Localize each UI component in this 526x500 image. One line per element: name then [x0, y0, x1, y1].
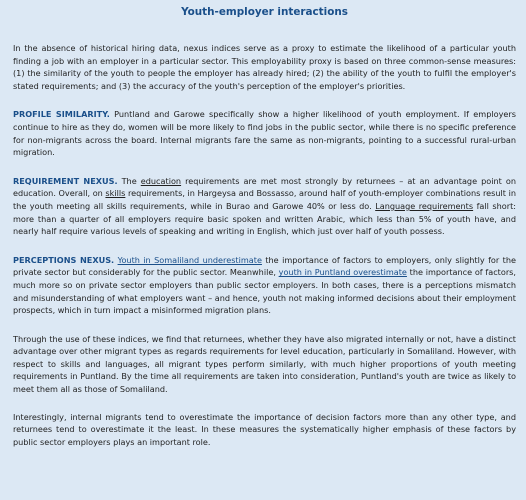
profile-similarity-heading: PROFILE SIMILARITY. [13, 109, 110, 120]
profile-similarity-paragraph [13, 108, 516, 158]
requirement-text-3: requirements, in Hargeysa and Bossasso, around half of youth-employer combinations result in the youth meeting all skills requirements, while in Burao and Garowe 40% or less do. [13, 188, 516, 211]
somaliland-underestimate-term: Youth in Somaliland underestimate [117, 254, 262, 265]
perceptions-text-3: the importance of factors, much more so on private sector employers than public sector employers. In both cases, there is a perceptions mismatch and misunderstanding of what employers want – and hence, youth not making informed decisions about their employment prospects, which in turn impact a misinformed migration plans. [13, 267, 516, 316]
puntland-overestimate-term: youth in Puntland overestimate [278, 267, 407, 278]
profile-similarity-text: Puntland and Garowe specifically show a higher likelihood of youth employment. If employers continue to hire as they do, women will be more likely to find jobs in the public sector, while there is no specific preference for non-migrants across the board. Internal migrants fare the same as non-migrants, pointing to a successful rural-urban migration. [13, 109, 516, 158]
skills-term: skills [105, 188, 126, 199]
requirement-nexus-paragraph [13, 175, 516, 238]
perceptions-nexus-heading: PERCEPTIONS NEXUS. [13, 254, 115, 265]
panel-title: Youth-employer interactions [181, 6, 348, 18]
perceptions-nexus-paragraph [13, 254, 516, 317]
indices-findings-paragraph: Through the use of these indices, we find that returnees, whether they have also migrated internally or not, have a distinct advantage over other migrant types as regards requirements for level education, particularly in Somaliland. However, with respect to skills and languages, all migrant types perform similarly, with much higher proportions of youth meeting requirements in Puntland. By the time all requirements are taken into consideration, Puntland's youth are twice as likely to meet them all as those of Somaliland. [13, 333, 516, 395]
intro-paragraph: In the absence of historical hiring data, nexus indices serve as a proxy to estimate the likelihood of a particular youth finding a job with an employer in a particular sector. This employability proxy is based on three common-sense measures: (1) the similarity of the youth to people the employer has already hired; (2) the ability of the youth to fulfil the employer's stated requirements; and (3) the accuracy of the youth's perception of the employer's priorities. [13, 43, 516, 91]
education-term: education [140, 175, 182, 186]
requirement-text-4: fall short: more than a quarter of all employers require basic spoken and written Arabic, which less than 5% of youth have, and nearly half require various levels of speaking and writing in English, which just over half of youth possess. [13, 200, 516, 237]
requirement-nexus-heading: REQUIREMENT NEXUS. [13, 175, 118, 186]
requirement-text-1: The [117, 175, 141, 186]
language-requirements-term: Language requirements [375, 200, 474, 211]
requirement-text-2: requirements are met most strongly by returnees – at an advantage point on education. Overall, on [13, 175, 516, 199]
perceptions-text-2: the importance of factors to employers, only slightly for the private sector but considerably for the public sector. Meanwhile, [13, 254, 516, 278]
decision-factors-paragraph: Interestingly, internal migrants tend to overestimate the importance of decision factors more than any other type, and returnees tend to overestimate it the least. In these measures the systematically higher emphasis of these factors by public sector employers plays an important role. [13, 411, 516, 447]
